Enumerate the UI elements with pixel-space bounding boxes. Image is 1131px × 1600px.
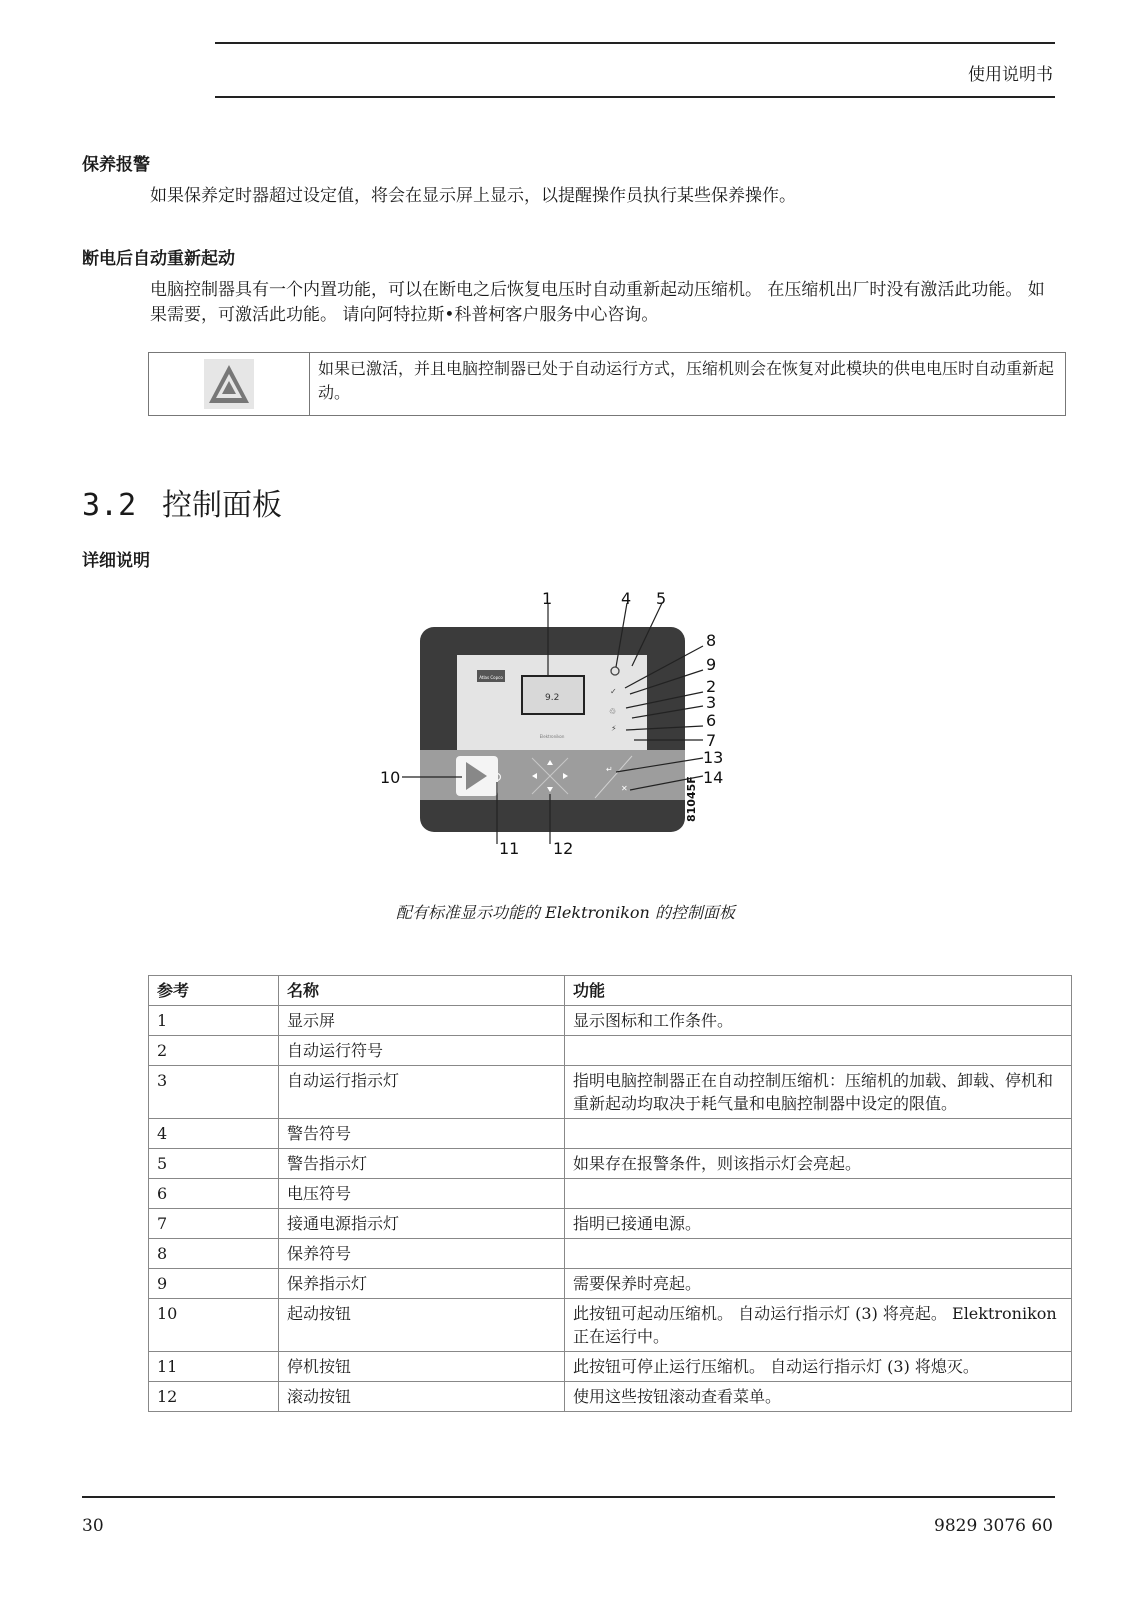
callout-label: 8 xyxy=(706,631,717,650)
voltage-symbol-icon: ⚡ xyxy=(611,724,617,733)
cell-name: 滚动按钮 xyxy=(279,1382,565,1412)
cell-name: 接通电源指示灯 xyxy=(279,1209,565,1239)
cell-name: 自动运行指示灯 xyxy=(279,1066,565,1119)
cell-function xyxy=(565,1179,1072,1209)
table-header-function: 功能 xyxy=(565,976,1072,1006)
cell-ref: 4 xyxy=(149,1119,279,1149)
restart-heading: 断电后自动重新起动 xyxy=(82,249,235,269)
callout-label: 12 xyxy=(553,839,574,858)
header-rule-bottom xyxy=(215,96,1055,98)
cell-ref: 8 xyxy=(149,1239,279,1269)
callout-label: 14 xyxy=(703,768,724,787)
callout-label: 2 xyxy=(706,677,717,696)
header-rule-top xyxy=(215,42,1055,44)
cell-function: 需要保养时亮起。 xyxy=(565,1269,1072,1299)
cell-function xyxy=(565,1119,1072,1149)
cell-ref: 3 xyxy=(149,1066,279,1119)
notice-text: 如果已激活，并且电脑控制器已处于自动运行方式，压缩机则会在恢复对此模块的供电电压时自动重新起动。 xyxy=(318,359,1055,402)
control-panel-figure xyxy=(370,590,730,870)
table-header-row xyxy=(149,976,1072,1006)
section-number: 3.2 xyxy=(82,488,137,523)
cell-function: 指明电脑控制器正在自动控制压缩机：压缩机的加载、卸载、停机和重新起动均取决于耗气量和电脑控制器中设定的限值。 xyxy=(565,1066,1072,1119)
section-subheading: 详细说明 xyxy=(82,551,150,571)
callout-label: 4 xyxy=(621,590,632,608)
panel-model-text: Elektronikon xyxy=(539,734,565,739)
callout-label: 6 xyxy=(706,711,717,730)
cell-ref: 10 xyxy=(149,1299,279,1352)
table-row xyxy=(149,1382,1072,1412)
table-row xyxy=(149,1036,1072,1066)
cell-ref: 6 xyxy=(149,1179,279,1209)
cell-name: 显示屏 xyxy=(279,1006,565,1036)
cell-function: 此按钮可起动压缩机。 自动运行指示灯 (3) 将亮起。 Elektronikon 正在运行中。 xyxy=(565,1299,1072,1352)
document-number: 9829 3076 60 xyxy=(934,1516,1053,1536)
cell-ref: 7 xyxy=(149,1209,279,1239)
table-row xyxy=(149,1066,1072,1119)
cell-name: 保养符号 xyxy=(279,1239,565,1269)
cell-ref: 1 xyxy=(149,1006,279,1036)
cell-ref: 5 xyxy=(149,1149,279,1179)
enter-key-icon: ↵ xyxy=(606,765,613,774)
service-symbol-icon: ✓ xyxy=(610,687,617,696)
table-row xyxy=(149,1006,1072,1036)
cell-ref: 2 xyxy=(149,1036,279,1066)
callout-label: 5 xyxy=(656,590,667,608)
header-title: 使用说明书 xyxy=(968,65,1053,85)
cell-ref: 12 xyxy=(149,1382,279,1412)
cell-name: 保养指示灯 xyxy=(279,1269,565,1299)
table-row xyxy=(149,1179,1072,1209)
cell-function: 使用这些按钮滚动查看菜单。 xyxy=(565,1382,1072,1412)
section-title xyxy=(82,480,282,524)
brand-logo-text: Atlas Copco xyxy=(479,675,503,680)
table-row xyxy=(149,1299,1072,1352)
callout-label: 1 xyxy=(542,590,553,608)
table-row xyxy=(149,1149,1072,1179)
cell-function: 显示图标和工作条件。 xyxy=(565,1006,1072,1036)
footer-rule xyxy=(82,1496,1055,1498)
callout-label: 7 xyxy=(706,731,717,750)
cell-name: 自动运行符号 xyxy=(279,1036,565,1066)
callout-label: 3 xyxy=(706,693,717,712)
figure-code: 81045F xyxy=(685,776,698,822)
notice-box xyxy=(148,352,1066,416)
cell-function xyxy=(565,1036,1072,1066)
cell-function: 此按钮可停止运行压缩机。 自动运行指示灯 (3) 将熄灭。 xyxy=(565,1352,1072,1382)
cell-ref: 11 xyxy=(149,1352,279,1382)
table-row xyxy=(149,1269,1072,1299)
callout-label: 13 xyxy=(703,748,724,767)
callout-label: 10 xyxy=(380,768,401,787)
display-value: 9.2 xyxy=(545,693,560,703)
cell-name: 停机按钮 xyxy=(279,1352,565,1382)
cell-function: 如果存在报警条件，则该指示灯会亮起。 xyxy=(565,1149,1072,1179)
section-title-text: 控制面板 xyxy=(162,488,282,523)
reference-table xyxy=(148,975,1072,1412)
maintenance-heading: 保养报警 xyxy=(82,155,150,175)
table-row xyxy=(149,1119,1072,1149)
table-header-name: 名称 xyxy=(279,976,565,1006)
cell-ref: 9 xyxy=(149,1269,279,1299)
restart-body: 电脑控制器具有一个内置功能，可以在断电之后恢复电压时自动重新起动压缩机。 在压缩机出厂时没有激活此功能。 如果需要，可激活此功能。 请向阿特拉斯•科普柯客户服务中心咨询。 xyxy=(150,280,1045,325)
table-row xyxy=(149,1209,1072,1239)
notice-icon-cell xyxy=(149,353,310,415)
cell-name: 电压符号 xyxy=(279,1179,565,1209)
figure-caption: 配有标准显示功能的 Elektronikon 的控制面板 xyxy=(396,903,735,922)
callout-label: 9 xyxy=(706,655,717,674)
cell-name: 警告符号 xyxy=(279,1119,565,1149)
table-row xyxy=(149,1239,1072,1269)
cell-function xyxy=(565,1239,1072,1269)
table-row xyxy=(149,1352,1072,1382)
auto-run-symbol-icon: ♲ xyxy=(609,707,617,716)
cell-name: 警告指示灯 xyxy=(279,1149,565,1179)
callout-label: 11 xyxy=(499,839,520,858)
table-body xyxy=(149,1006,1072,1412)
escape-key-icon: ✕ xyxy=(621,784,628,793)
cell-function: 指明已接通电源。 xyxy=(565,1209,1072,1239)
maintenance-body: 如果保养定时器超过设定值，将会在显示屏上显示，以提醒操作员执行某些保养操作。 xyxy=(150,186,796,206)
table-header-ref: 参考 xyxy=(149,976,279,1006)
cell-name: 起动按钮 xyxy=(279,1299,565,1352)
warning-triangle-icon xyxy=(202,357,256,411)
page-number: 30 xyxy=(82,1516,104,1536)
